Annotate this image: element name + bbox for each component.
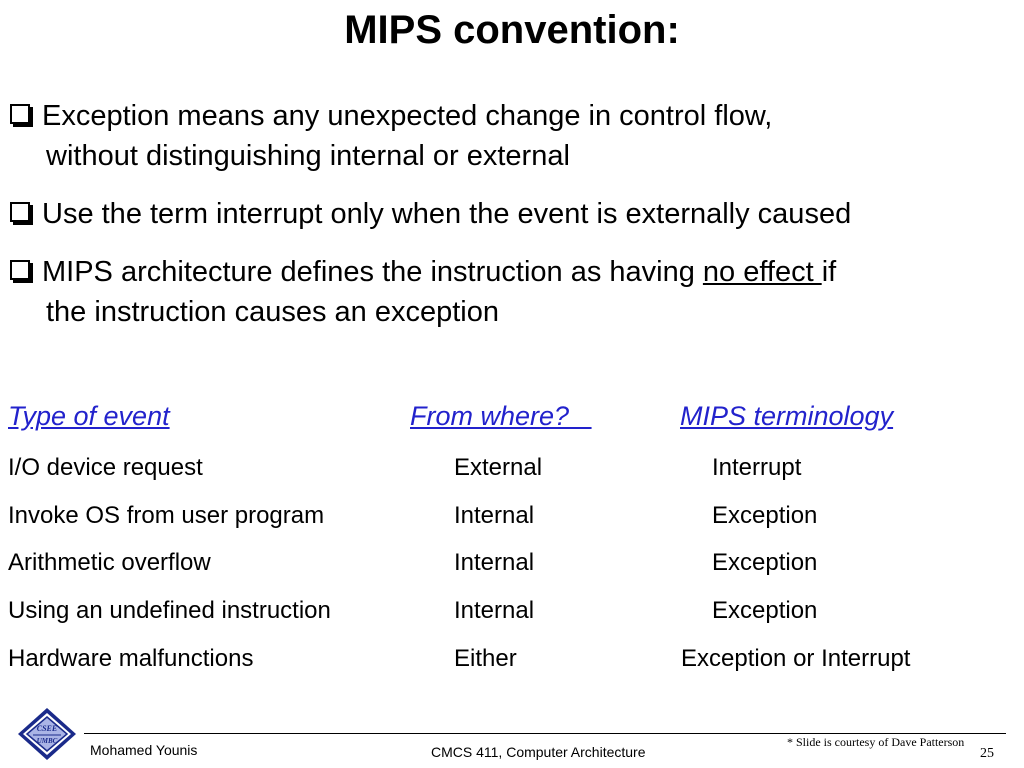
cell-source: Internal xyxy=(454,549,535,576)
no-effect-emphasis: no effect xyxy=(702,256,822,288)
header-from-where: From where? xyxy=(410,401,592,431)
cell-event: Arithmetic overflow xyxy=(8,549,211,576)
cell-source: Either xyxy=(454,645,517,672)
cell-event: Using an undefined instruction xyxy=(8,597,331,624)
footer-divider xyxy=(84,733,1006,734)
checkbox-bullet-icon xyxy=(10,260,30,280)
cell-event: I/O device request xyxy=(8,454,203,481)
slide-title: MIPS convention: xyxy=(344,8,680,52)
bullet-text xyxy=(42,252,836,292)
cell-source: External xyxy=(454,454,543,481)
page-number: 25 xyxy=(980,746,994,761)
cell-event: Invoke OS from user program xyxy=(8,502,325,529)
cell-terminology: Exception or Interrupt xyxy=(681,645,911,672)
bullet-continuation: the instruction causes an exception xyxy=(46,296,499,328)
bullet-text: Use the term interrupt only when the event is externally caused xyxy=(42,198,852,230)
bullet-text-start: MIPS architecture defines the instruction as having xyxy=(42,256,703,288)
bullet-continuation: without distinguishing internal or external xyxy=(46,140,570,172)
cell-event: Hardware malfunctions xyxy=(8,645,254,672)
cell-terminology: Interrupt xyxy=(712,454,802,481)
csee-umbc-logo-icon xyxy=(16,706,78,762)
footer-author: Mohamed Younis xyxy=(90,742,198,758)
checkbox-bullet-icon xyxy=(10,202,30,222)
cell-terminology: Exception xyxy=(712,549,818,576)
cell-source: Internal xyxy=(454,597,535,624)
svg-text:CSEE: CSEE xyxy=(36,724,58,733)
cell-terminology: Exception xyxy=(712,502,818,529)
bullet-interrupt-term xyxy=(10,194,851,234)
bullet-no-effect xyxy=(10,252,836,332)
bullet-text: Exception means any unexpected change in control flow, xyxy=(42,100,773,132)
checkbox-bullet-icon xyxy=(10,104,30,124)
footer-courtesy-note: * Slide is courtesy of Dave Patterson xyxy=(787,735,965,749)
footer-course: CMCS 411, Computer Architecture xyxy=(431,744,646,760)
bullet-text-end: if xyxy=(821,256,837,288)
cell-terminology: Exception xyxy=(712,597,818,624)
header-mips-terminology: MIPS terminology xyxy=(680,401,894,431)
bullet-exception-definition xyxy=(10,96,772,176)
header-type-of-event: Type of event xyxy=(8,401,170,431)
cell-source: Internal xyxy=(454,502,535,529)
svg-text:UMBC: UMBC xyxy=(36,737,58,745)
